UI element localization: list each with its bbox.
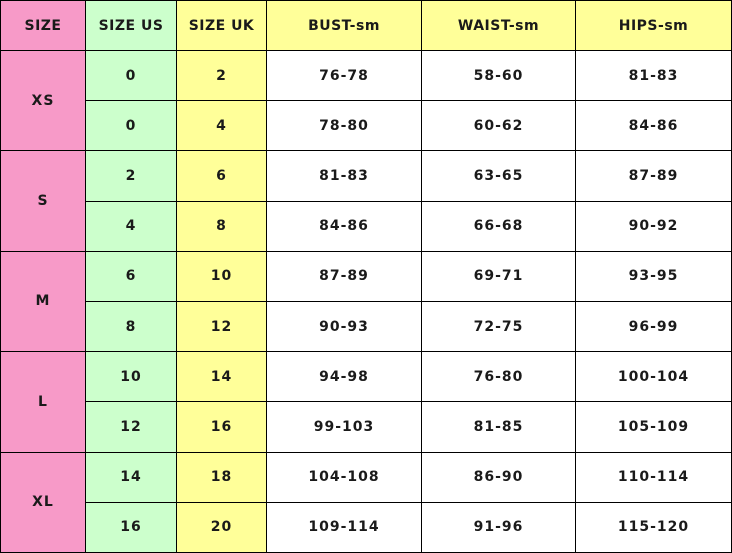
waist-cell: 66-68 [422, 201, 576, 251]
size-uk-cell: 16 [177, 402, 267, 452]
size-us-cell: 10 [86, 352, 177, 402]
hips-cell: 115-120 [576, 502, 732, 552]
size-label: L [1, 352, 86, 452]
size-uk-cell: 14 [177, 352, 267, 402]
size-uk-cell: 8 [177, 201, 267, 251]
waist-cell: 69-71 [422, 251, 576, 301]
size-us-cell: 14 [86, 452, 177, 502]
size-label: XL [1, 452, 86, 552]
bust-cell: 81-83 [267, 151, 422, 201]
size-us-cell: 0 [86, 51, 177, 101]
header-hips: HIPS-sm [576, 1, 732, 51]
hips-cell: 90-92 [576, 201, 732, 251]
hips-cell: 81-83 [576, 51, 732, 101]
size-us-cell: 4 [86, 201, 177, 251]
bust-cell: 87-89 [267, 251, 422, 301]
table-row [1, 51, 732, 101]
table-row [1, 502, 732, 552]
size-us-cell: 2 [86, 151, 177, 201]
waist-cell: 63-65 [422, 151, 576, 201]
header-row [1, 1, 732, 51]
size-us-cell: 0 [86, 101, 177, 151]
bust-cell: 76-78 [267, 51, 422, 101]
header-size-us: SIZE US [86, 1, 177, 51]
size-uk-cell: 20 [177, 502, 267, 552]
waist-cell: 81-85 [422, 402, 576, 452]
size-label: M [1, 251, 86, 351]
header-bust: BUST-sm [267, 1, 422, 51]
waist-cell: 72-75 [422, 301, 576, 351]
waist-cell: 86-90 [422, 452, 576, 502]
header-size-uk: SIZE UK [177, 1, 267, 51]
size-label: S [1, 151, 86, 251]
hips-cell: 100-104 [576, 352, 732, 402]
size-uk-cell: 10 [177, 251, 267, 301]
hips-cell: 110-114 [576, 452, 732, 502]
bust-cell: 104-108 [267, 452, 422, 502]
size-uk-cell: 2 [177, 51, 267, 101]
bust-cell: 109-114 [267, 502, 422, 552]
table-row [1, 201, 732, 251]
size-us-cell: 8 [86, 301, 177, 351]
hips-cell: 93-95 [576, 251, 732, 301]
waist-cell: 76-80 [422, 352, 576, 402]
hips-cell: 84-86 [576, 101, 732, 151]
waist-cell: 60-62 [422, 101, 576, 151]
waist-cell: 91-96 [422, 502, 576, 552]
size-us-cell: 6 [86, 251, 177, 301]
size-uk-cell: 12 [177, 301, 267, 351]
bust-cell: 99-103 [267, 402, 422, 452]
bust-cell: 94-98 [267, 352, 422, 402]
header-size: SIZE [1, 1, 86, 51]
size-us-cell: 16 [86, 502, 177, 552]
size-uk-cell: 4 [177, 101, 267, 151]
size-uk-cell: 6 [177, 151, 267, 201]
size-us-cell: 12 [86, 402, 177, 452]
table-row [1, 301, 732, 351]
bust-cell: 78-80 [267, 101, 422, 151]
hips-cell: 96-99 [576, 301, 732, 351]
bust-cell: 84-86 [267, 201, 422, 251]
table-row [1, 452, 732, 502]
size-label: XS [1, 51, 86, 151]
table-row [1, 151, 732, 201]
bust-cell: 90-93 [267, 301, 422, 351]
table-row [1, 352, 732, 402]
header-waist: WAIST-sm [422, 1, 576, 51]
table-row [1, 101, 732, 151]
table-row [1, 402, 732, 452]
hips-cell: 105-109 [576, 402, 732, 452]
waist-cell: 58-60 [422, 51, 576, 101]
size-uk-cell: 18 [177, 452, 267, 502]
table-row [1, 251, 732, 301]
hips-cell: 87-89 [576, 151, 732, 201]
